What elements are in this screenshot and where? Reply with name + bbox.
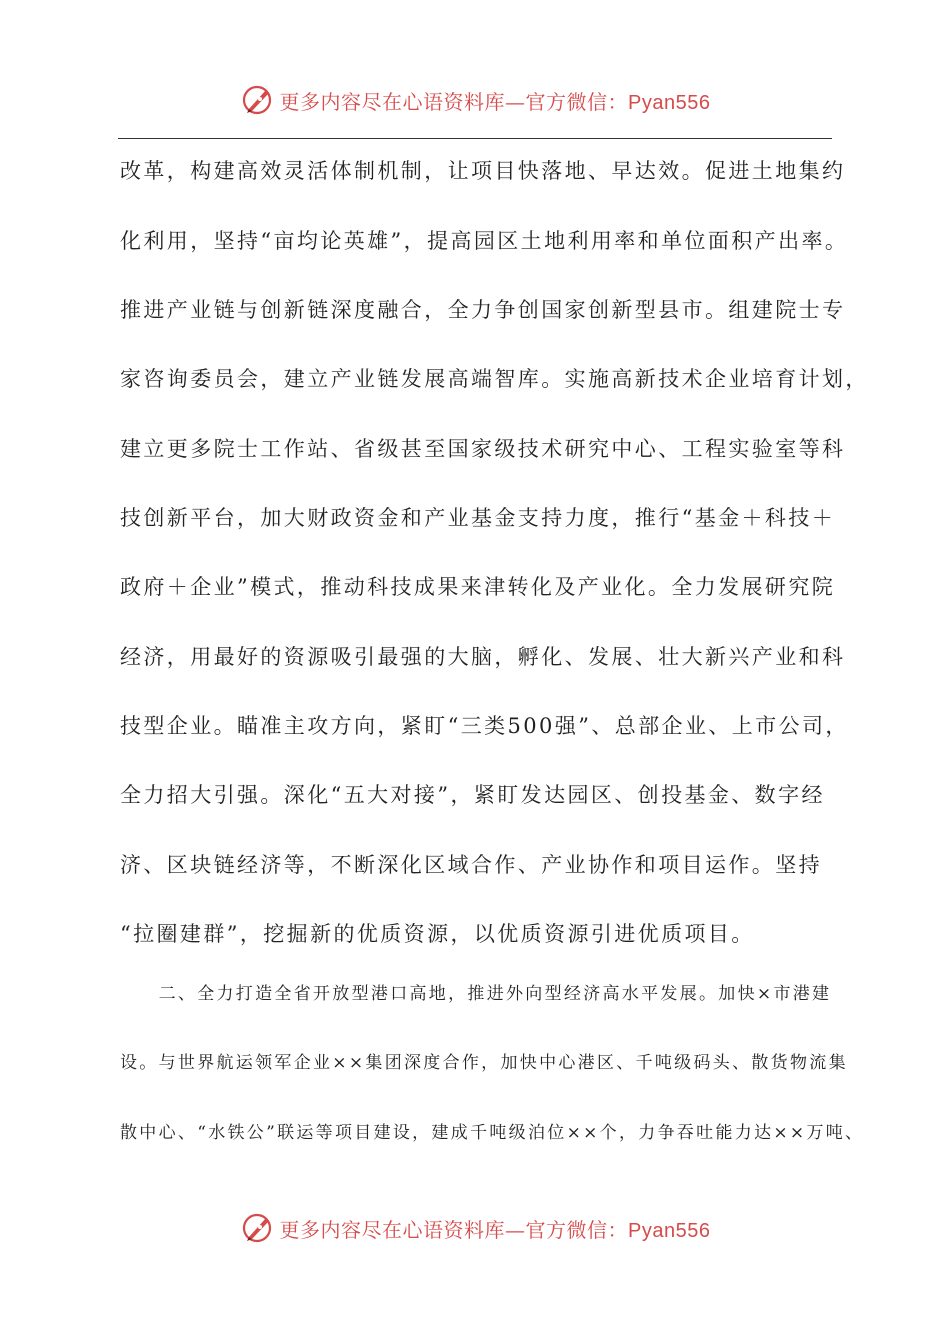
body-line: “拉圈建群”，挖掘新的优质资源，以优质资源引进优质项目。 bbox=[120, 922, 755, 946]
body-line: 济、区块链经济等，不断深化区域合作、产业协作和项目运作。坚持 bbox=[120, 853, 822, 877]
body-line: 改革，构建高效灵活体制机制，让项目快落地、早达效。促进土地集约 bbox=[120, 159, 846, 183]
body-line: 经济，用最好的资源吸引最强的大脑，孵化、发展、壮大新兴产业和科 bbox=[120, 645, 846, 669]
body-line: 散中心、“水铁公”联运等项目建设，建成千吨级泊位××个，力争吞吐能力达××万吨、 bbox=[120, 1123, 865, 1143]
body-line: 技型企业。瞄准主攻方向，紧盯“三类500强”、总部企业、上市公司， bbox=[120, 714, 849, 738]
body-line: 推进产业链与创新链深度融合，全力争创国家创新型县市。组建院士专 bbox=[120, 298, 846, 322]
pen-logo-icon bbox=[240, 1210, 276, 1246]
body-line: 家咨询委员会，建立产业链发展高端智库。实施高新技术企业培育计划， bbox=[120, 367, 869, 391]
wechat-handle: Pyan556 bbox=[628, 91, 711, 114]
body-line: 全力招大引强。深化“五大对接”，紧盯发达园区、创投基金、数字经 bbox=[120, 783, 825, 807]
body-line: 政府＋企业”模式，推动科技成果来津转化及产业化。全力发展研究院 bbox=[120, 575, 836, 599]
body-line: 化利用，坚持“亩均论英雄”，提高园区土地利用率和单位面积产出率。 bbox=[120, 229, 849, 253]
footer-banner-text: 更多内容尽在心语资料库—官方微信：Pyan556 bbox=[279, 1217, 711, 1242]
footer-banner-content bbox=[240, 1210, 711, 1246]
body-line: 技创新平台，加大财政资金和产业基金支持力度，推行“基金＋科技＋ bbox=[120, 506, 836, 530]
header-banner-text: 更多内容尽在心语资料库—官方微信：Pyan556 bbox=[279, 89, 711, 114]
body-line: 建立更多院士工作站、省级甚至国家级技术研究中心、工程实验室等科 bbox=[120, 437, 846, 461]
wechat-handle: Pyan556 bbox=[628, 1219, 711, 1242]
section-heading-line: 二、全力打造全省开放型港口高地，推进外向型经济高水平发展。加快×市港建 bbox=[120, 984, 832, 1004]
body-line: 设。与世界航运领军企业××集团深度合作，加快中心港区、千吨级码头、散货物流集 bbox=[120, 1053, 848, 1073]
footer-banner bbox=[0, 1210, 950, 1246]
